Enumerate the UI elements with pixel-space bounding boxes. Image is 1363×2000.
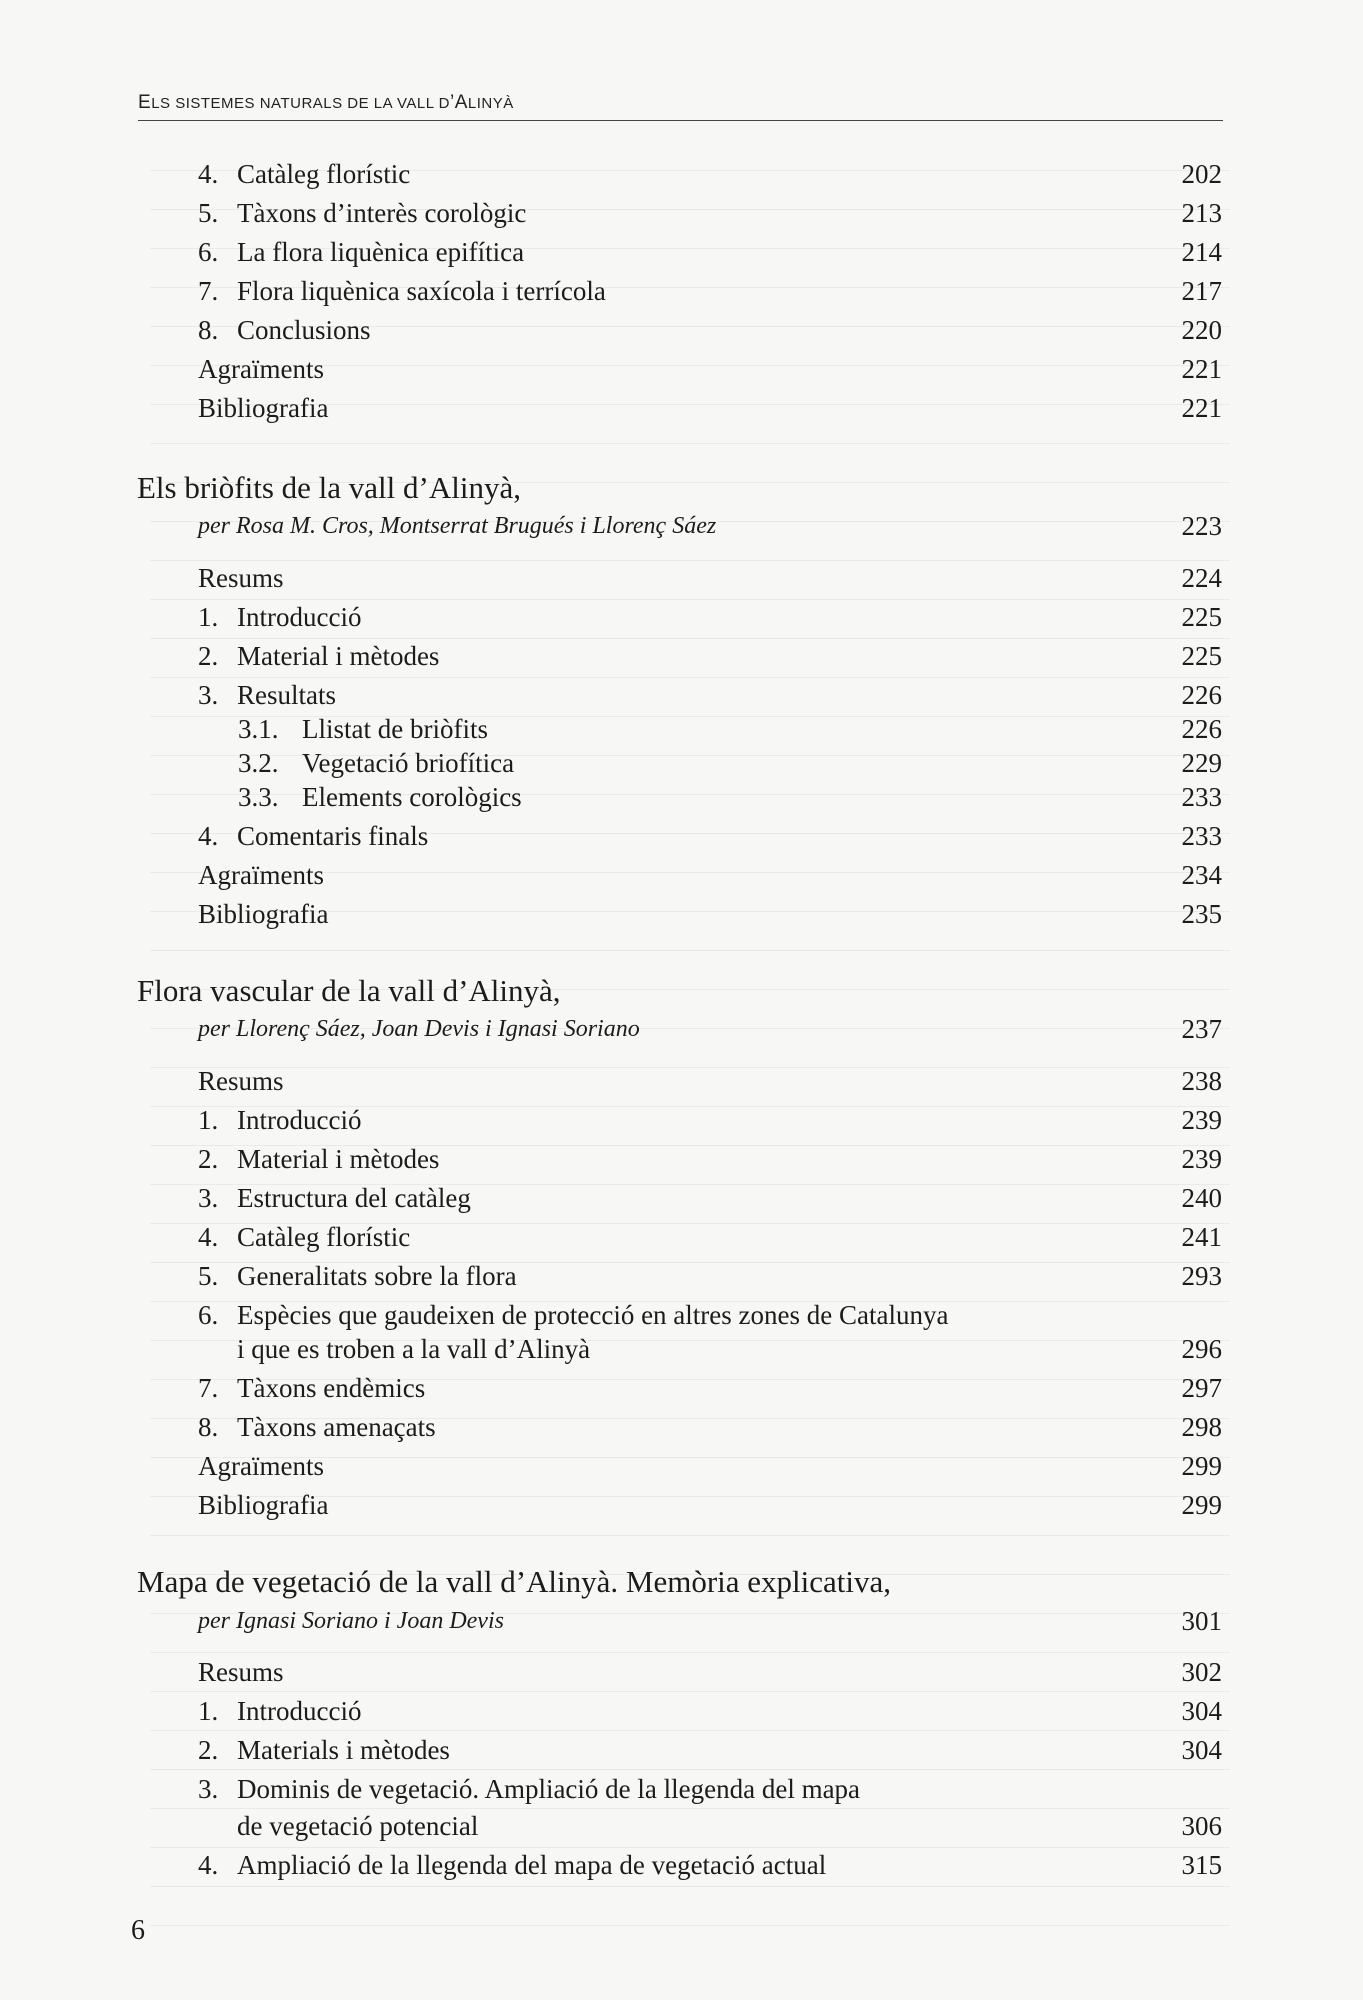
page-number: 6 (131, 1915, 145, 1946)
running-head: ELS SISTEMES NATURALS DE LA VALL D’ALINYÀ (138, 92, 1223, 121)
